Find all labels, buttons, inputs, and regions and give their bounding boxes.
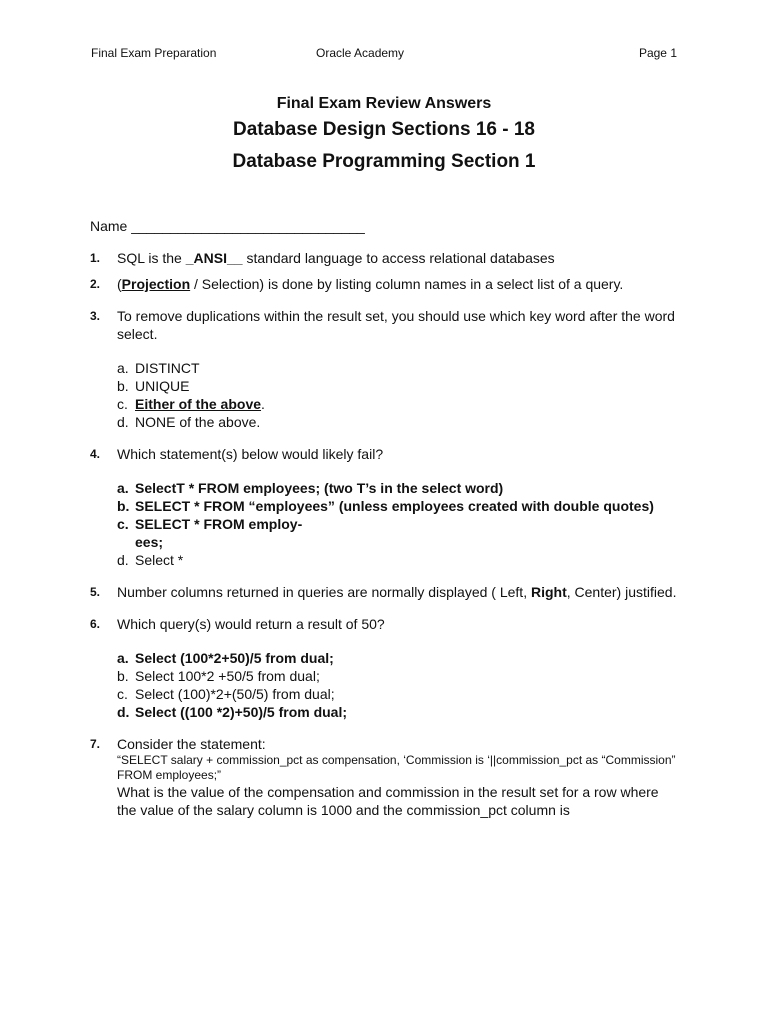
question-5 xyxy=(90,583,680,601)
question-text: To remove duplications within the result set, you should use which key word after the word select. xyxy=(117,308,675,342)
question-number: 4. xyxy=(90,447,101,461)
question-1 xyxy=(90,249,680,267)
question-7 xyxy=(90,735,680,819)
document-subtitle: Final Exam Review Answers xyxy=(276,95,492,112)
option-list xyxy=(117,359,680,431)
option-c: c. Select (100)*2+(50/5) from dual; xyxy=(117,686,335,702)
question-number: 7. xyxy=(90,737,101,751)
header-center: Oracle Academy xyxy=(316,46,405,60)
question-6 xyxy=(90,615,680,721)
option-a: a. Select (100*2+50)/5 from dual; xyxy=(117,650,334,666)
answer-text: Right xyxy=(530,584,567,600)
question-text: SQL is the _ANSI__ standard language to access relational databases xyxy=(117,250,555,266)
question-text: Which query(s) would return a result of 50? xyxy=(117,616,385,632)
option-b: b. UNIQUE xyxy=(117,378,190,394)
question-text: (Projection / Selection) is done by listing column names in a select list of a query. xyxy=(117,276,624,292)
document-title-1: Database Design Sections 16 - 18 xyxy=(232,119,535,140)
question-number: 1. xyxy=(90,251,101,265)
question-2 xyxy=(90,275,680,293)
header-page-number: Page 1 xyxy=(638,46,677,60)
question-list xyxy=(90,217,680,827)
document-title-2: Database Programming Section 1 xyxy=(232,151,536,172)
answer-text: Projection xyxy=(121,276,191,292)
option-d: d. Select * xyxy=(117,552,184,568)
option-c: c. SELECT * FROM employ- ees; xyxy=(117,516,303,550)
answer-text: Either of the above xyxy=(135,396,262,412)
question-text: Number columns returned in queries are normally displayed ( Left, Right, Center) justified. xyxy=(117,584,677,600)
option-list xyxy=(117,479,680,569)
option-d: d. NONE of the above. xyxy=(117,414,261,430)
option-b: b. Select 100*2 +50/5 from dual; xyxy=(117,668,320,684)
question-number: 6. xyxy=(90,617,101,631)
question-text: Which statement(s) below would likely fail? xyxy=(117,446,384,462)
question-4 xyxy=(90,445,680,569)
answer-text: _ANSI__ xyxy=(185,250,243,266)
question-number: 2. xyxy=(90,277,101,291)
option-list xyxy=(117,649,680,721)
option-c: c. Either of the above. xyxy=(117,396,265,412)
title-block xyxy=(0,94,768,178)
option-a: a. DISTINCT xyxy=(117,360,200,376)
option-a: a. SelectT * FROM employees; (two T’s in the select word) xyxy=(117,480,504,496)
question-text: Consider the statement: xyxy=(117,736,266,752)
name-field-line: Name ______________________________ xyxy=(90,218,365,234)
header-left: Final Exam Preparation xyxy=(91,46,217,60)
option-d: d. Select ((100 *2)+50)/5 from dual; xyxy=(117,704,348,720)
sql-statement: “SELECT salary + commission_pct as compensation, ‘Commission is ‘||commission_pct as “Commission” FROM employees;” xyxy=(117,753,676,782)
question-number: 3. xyxy=(90,309,101,323)
question-3 xyxy=(90,307,680,431)
option-b: b. SELECT * FROM “employees” (unless employees created with double quotes) xyxy=(117,498,654,514)
question-followup: What is the value of the compensation and commission in the result set for a row where the value of the salary column is 1000 and the commission_pct column is xyxy=(117,784,659,818)
question-number: 5. xyxy=(90,585,101,599)
